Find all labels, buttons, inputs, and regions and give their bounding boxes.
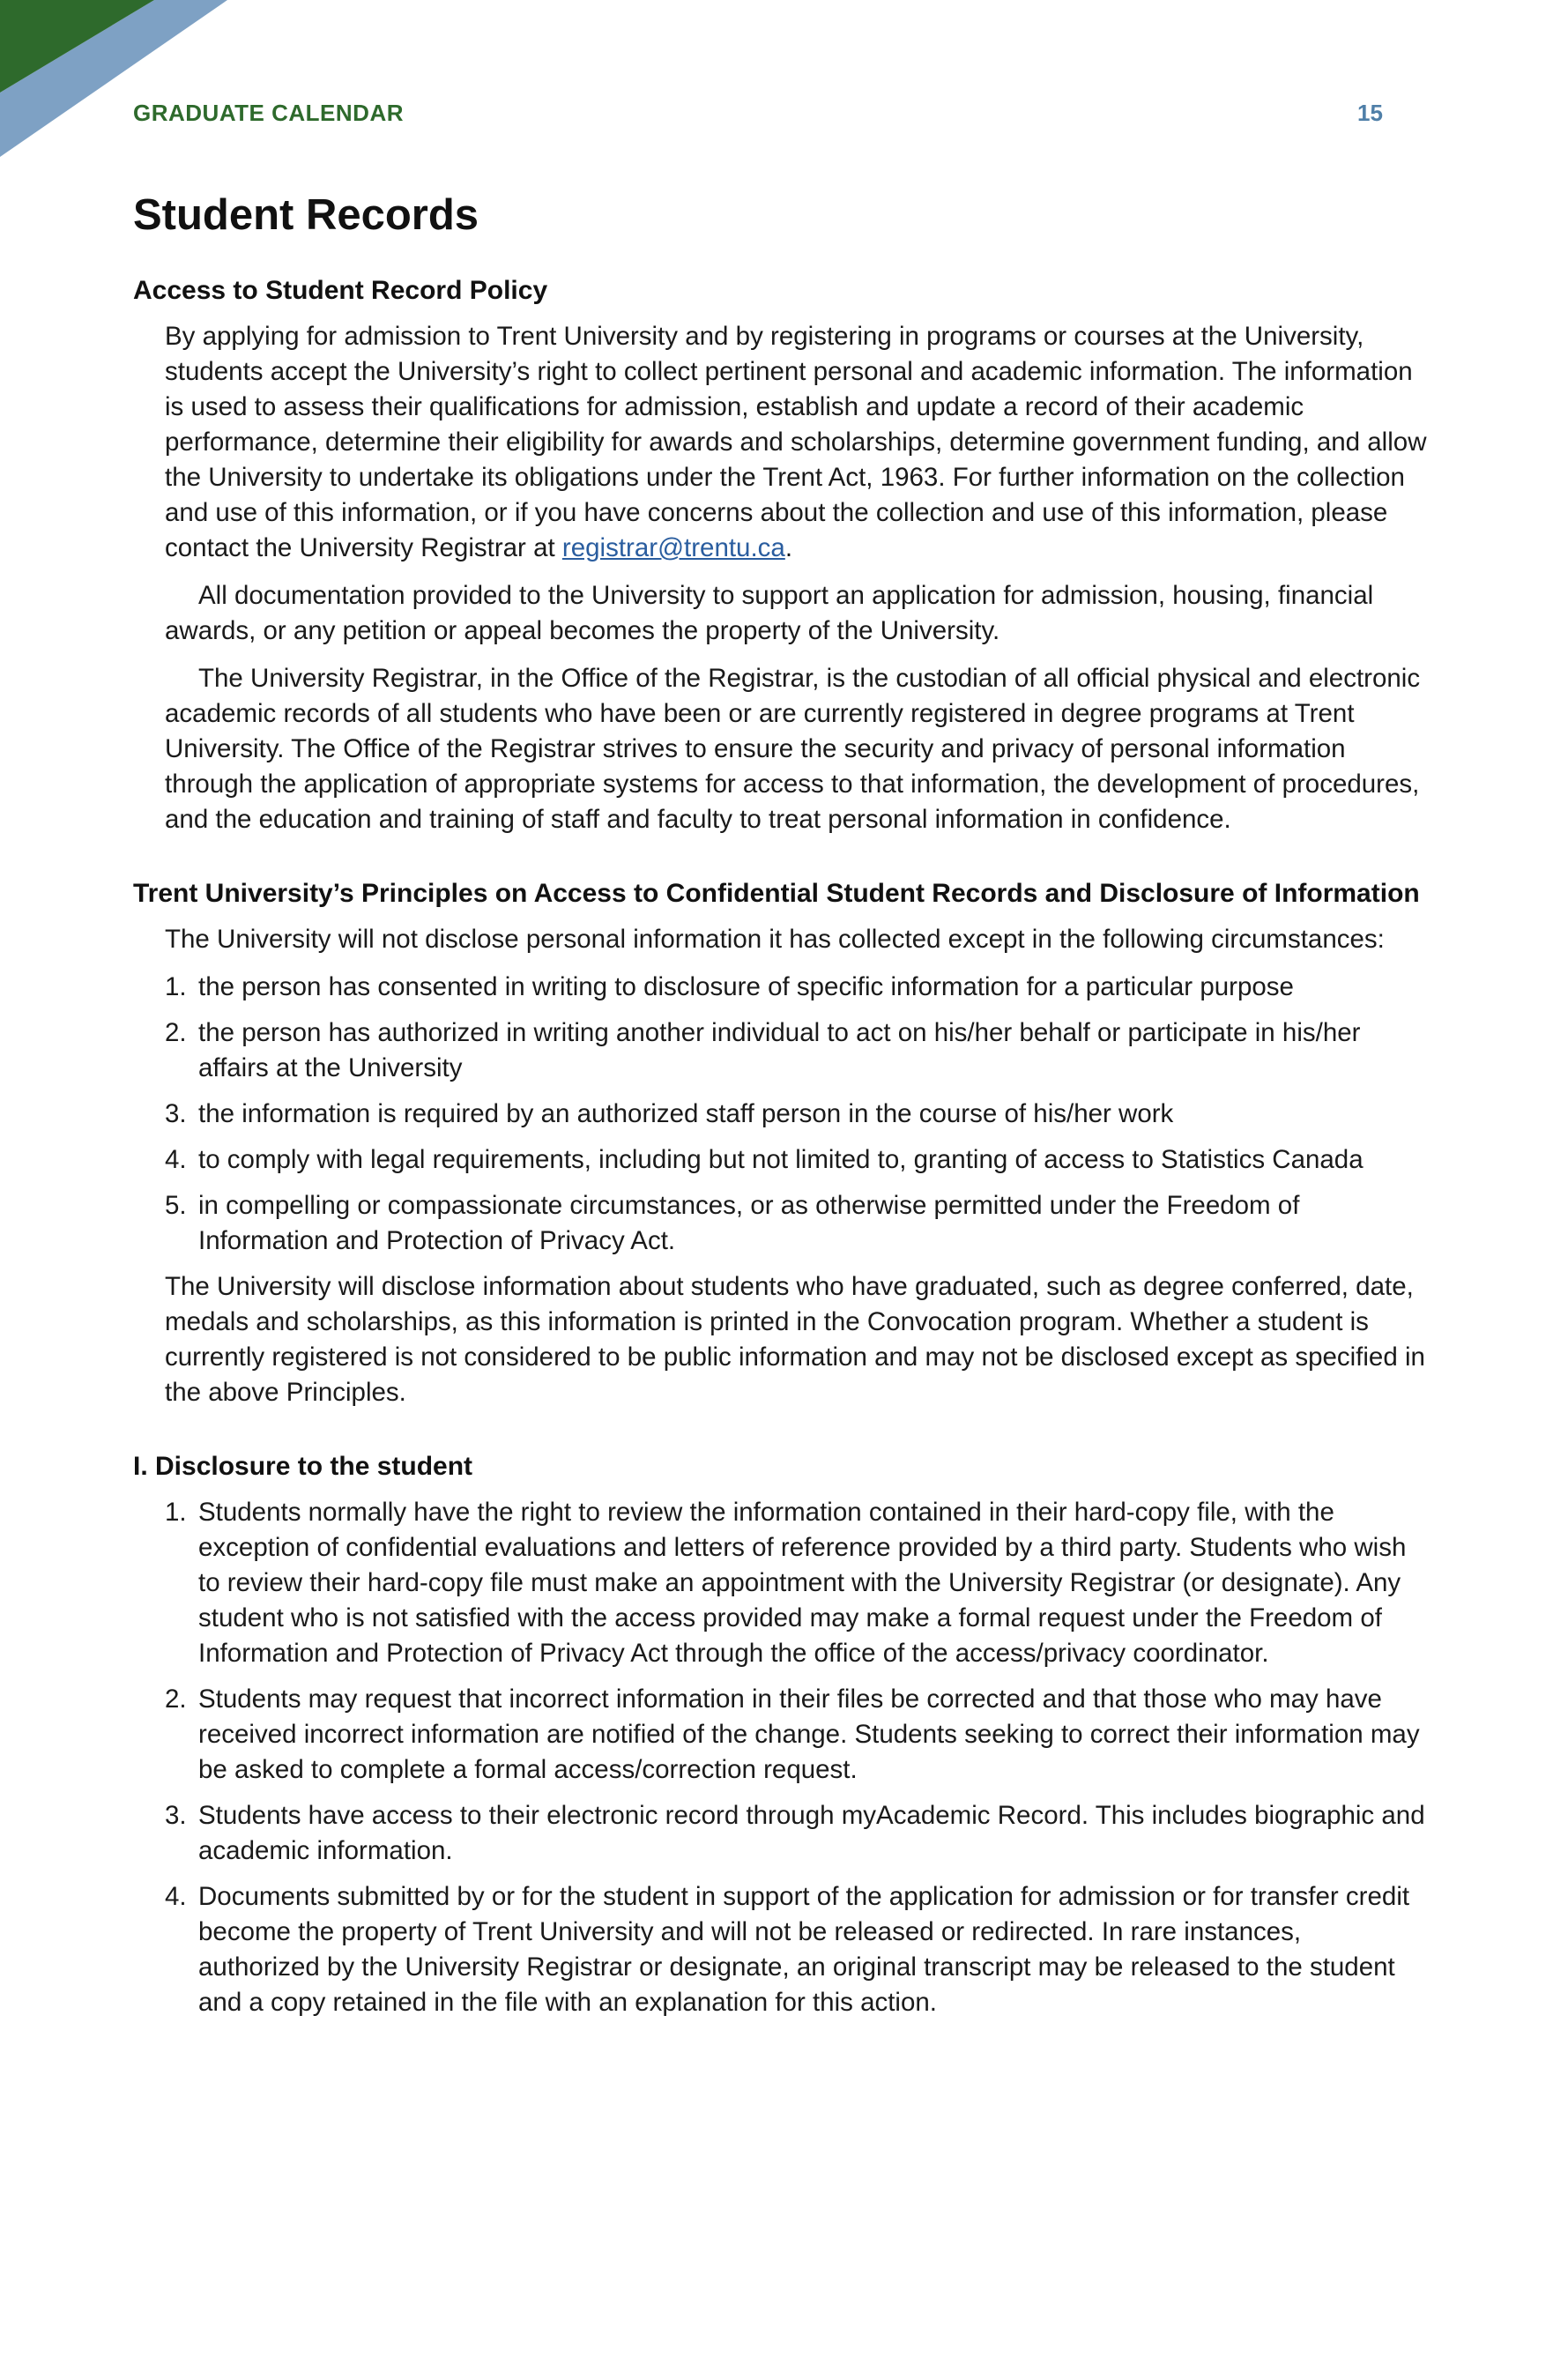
list-item: [165, 1682, 1429, 1788]
list-item: [165, 1015, 1429, 1086]
disclosure-heading: I. Disclosure to the student: [133, 1452, 473, 1481]
page-content: [133, 273, 1429, 2031]
list-item-text: Students have access to their electronic record through myAcademic Record. This includes biographic and academic information.: [198, 1801, 1425, 1865]
list-item-text: the person has consented in writing to disclosure of specific information for a particular purpose: [198, 972, 1294, 1001]
list-item: [165, 1188, 1429, 1259]
principles-heading: Trent University’s Principles on Access to Confidential Student Records and Disclosure of Information: [133, 879, 1420, 908]
disclosure-section: [133, 1449, 1429, 2020]
list-item-text: Students may request that incorrect information in their files be corrected and that those who may have received incorrect information are notified of the change. Students seeking to correct their information may be asked to complete a formal access/correction request.: [198, 1685, 1420, 1784]
running-header-title: GRADUATE CALENDAR: [133, 100, 405, 126]
list-item-number: 2.: [165, 1018, 187, 1047]
principles-list: [133, 970, 1429, 1259]
access-policy-period: .: [784, 533, 793, 562]
list-item-number: 1.: [165, 1498, 187, 1527]
principles-intro: The University will not disclose personal information it has collected except in the following circumstances:: [165, 925, 1385, 954]
list-item-number: 3.: [165, 1801, 187, 1830]
list-item: [165, 1142, 1429, 1178]
list-item-number: 1.: [165, 972, 187, 1001]
list-item: [165, 1879, 1429, 2020]
page-title: Student Records: [133, 191, 479, 239]
list-item-number: 2.: [165, 1685, 187, 1714]
list-item-number: 4.: [165, 1145, 187, 1174]
disclosure-list: [133, 1495, 1429, 2020]
list-item-number: 3.: [165, 1099, 187, 1128]
list-item-text: to comply with legal requirements, including but not limited to, granting of access to Statistics Canada: [198, 1145, 1364, 1174]
list-item-text: Students normally have the right to review the information contained in their hard-copy file, with the exception of confidential evaluations and letters of reference provided by a third party. Students who wish to review their hard-copy file must make an appointment with the University Registrar (or designate). Any student who is not satisfied with the access provided may make a formal request under the Freedom of Information and Protection of Privacy Act through the office of the access/privacy coordinator.: [198, 1498, 1407, 1668]
list-item: [165, 970, 1429, 1005]
list-item-number: 5.: [165, 1191, 187, 1220]
principles-closing: The University will disclose information about students who have graduated, such as degree conferred, date, medals and scholarships, as this information is printed in the Convocation program. Whether a student is currently registered is not considered to be public information and may not be disclosed except as specified in the above Principles.: [165, 1272, 1425, 1407]
corner-decoration: [0, 0, 264, 167]
access-policy-paragraph-2: All documentation provided to the University to support an application for admission, housing, financial awards, or any petition or appeal becomes the property of the University.: [165, 581, 1374, 645]
list-item-number: 4.: [165, 1882, 187, 1911]
access-policy-section: [133, 273, 1429, 837]
principles-section: [133, 876, 1429, 1410]
list-item: [165, 1798, 1429, 1869]
list-item-text: the information is required by an authorized staff person in the course of his/her work: [198, 1099, 1174, 1128]
access-policy-paragraph-1: [165, 319, 1429, 566]
list-item: [165, 1097, 1429, 1132]
registrar-email-link[interactable]: registrar@trentu.ca: [561, 533, 785, 562]
access-policy-heading: Access to Student Record Policy: [133, 276, 548, 305]
list-item: [165, 1495, 1429, 1671]
access-policy-text: By applying for admission to Trent University and by registering in programs or courses at the University, students accept the University’s right to collect pertinent personal and academic information. The information is used to assess their qualifications for admission, establish and update a record of their academic performance, determine their eligibility for awards and scholarships, determine government funding, and allow the University to undertake its obligations under the Trent Act, 1963. For further information on the collection and use of this information, or if you have concerns about the collection and use of this information, please contact the University Registrar at: [165, 322, 1427, 562]
list-item-text: Documents submitted by or for the student in support of the application for admission or for transfer credit become the property of Trent University and will not be released or redirected. In rare instances, authorized by the University Registrar or designate, an original transcript may be released to the student and a copy retained in the file with an explanation for this action.: [198, 1882, 1410, 2017]
page-number: 15: [1357, 100, 1383, 126]
list-item-text: in compelling or compassionate circumstances, or as otherwise permitted under the Freedom of Information and Protection of Privacy Act.: [198, 1191, 1300, 1255]
list-item-text: the person has authorized in writing another individual to act on his/her behalf or participate in his/her affairs at the University: [198, 1018, 1361, 1082]
access-policy-paragraph-3: The University Registrar, in the Office of the Registrar, is the custodian of all official physical and electronic academic records of all students who have been or are currently registered in degree programs at Trent University. The Office of the Registrar strives to ensure the security and privacy of personal information through the application of appropriate systems for access to that information, the development of procedures, and the education and training of staff and faculty to treat personal information in confidence.: [165, 664, 1421, 834]
